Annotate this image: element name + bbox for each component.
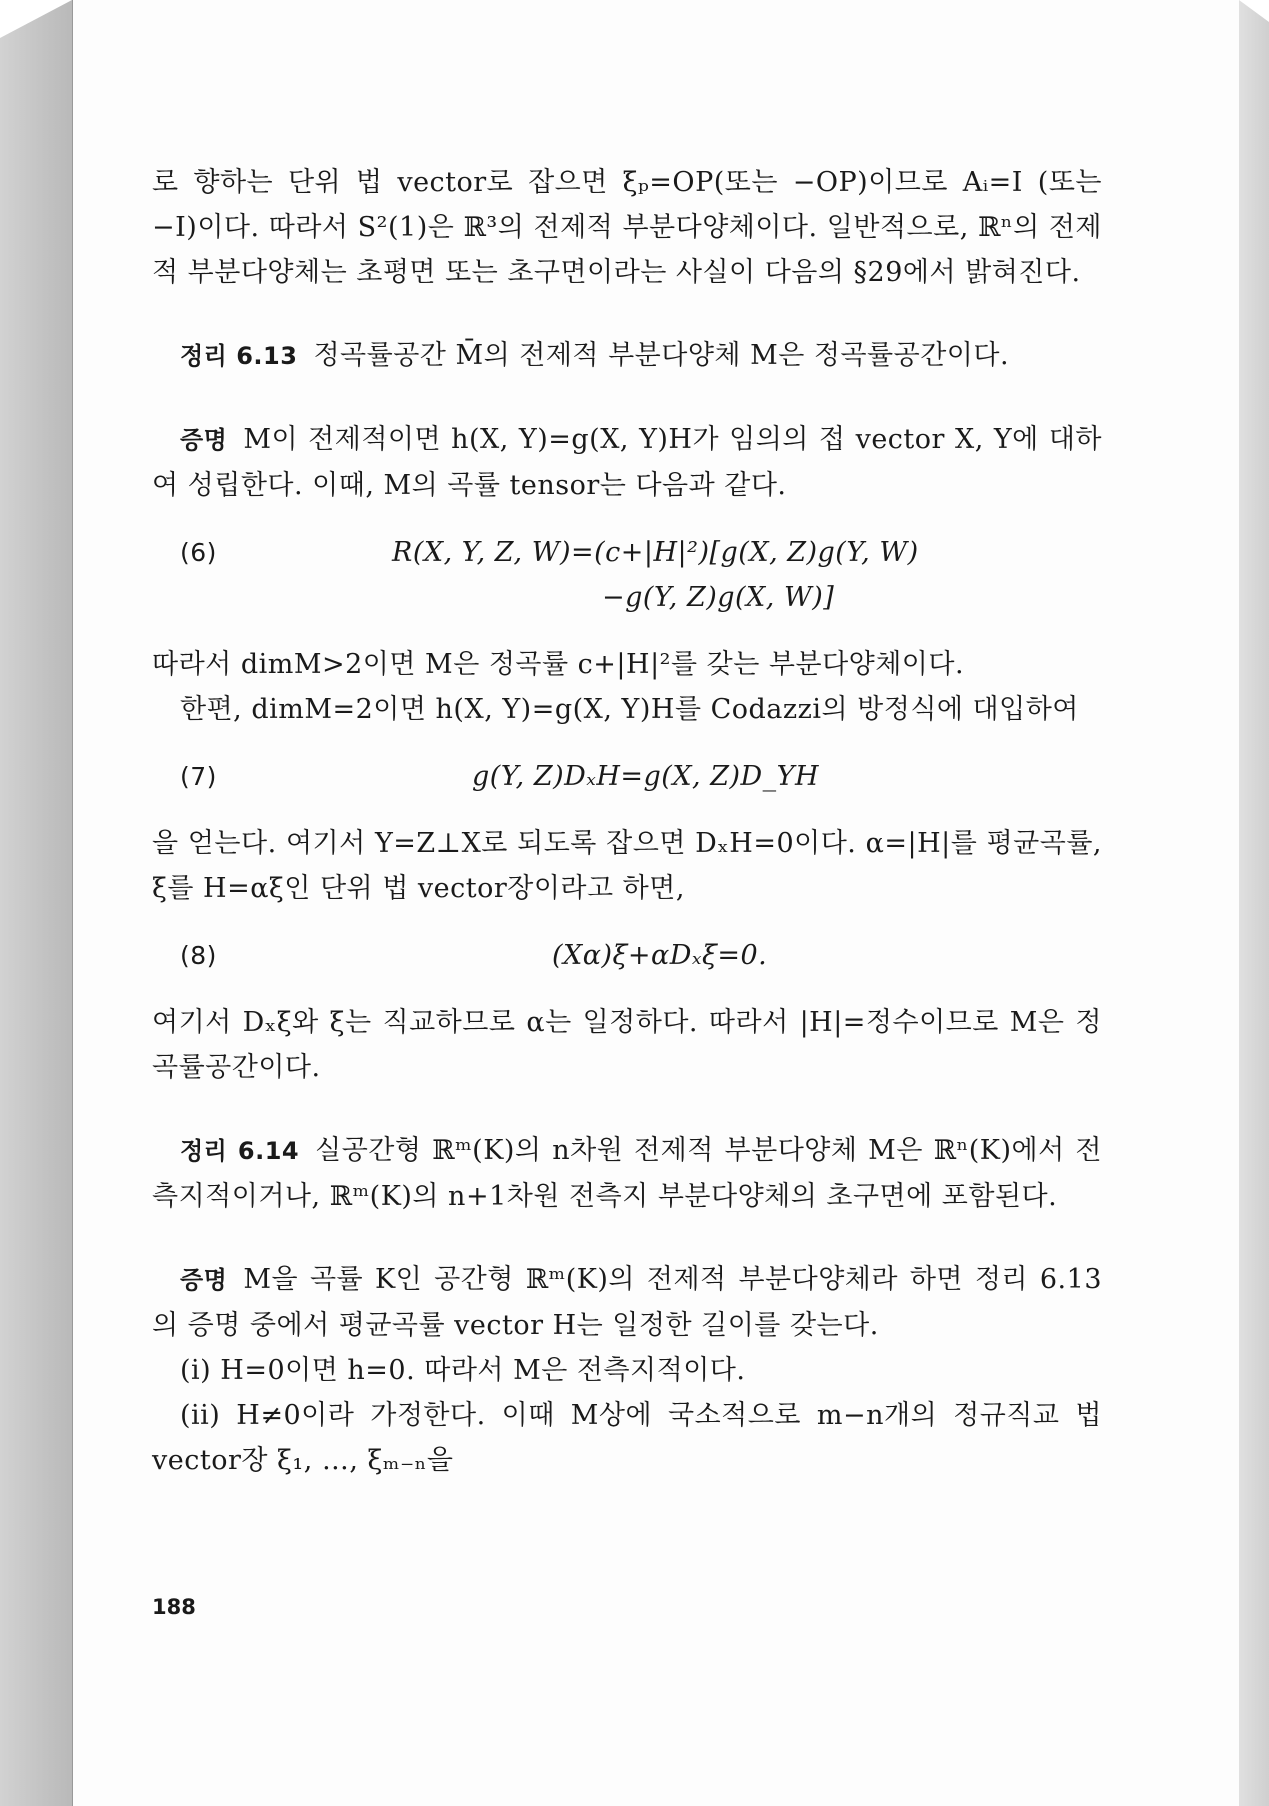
equation-line: R(X, Y, Z, W)=(c+|H|²)[g(X, Z)g(Y, W) [392, 537, 919, 568]
theorem-label: 정리 6.14 [180, 1137, 300, 1165]
theorem-text: 정곡률공간 M̄의 전제적 부분다양체 M은 정곡률공간이다. [313, 340, 1010, 371]
theorem-label: 정리 6.13 [180, 342, 298, 370]
paragraph-dim-gt-2: 따라서 dimM>2이면 M은 정곡률 c+|H|²를 갖는 부분다양체이다. [152, 649, 965, 680]
intro-paragraph: 로 향하는 단위 법 vector로 잡으면 ξₚ=OP(또는 −OP)이므로 Aᵢ=I (또는 −I)이다. 따라서 S²(1)은 ℝ³의 전제적 부분다양체이다. 일반적으로, ℝⁿ의 전제적 부분다양체는 초평면 또는 초구면이라는 사실이 다음의 §29에서 밝혀진다. [152, 167, 1102, 288]
equation-line: (Xα)ξ+αDₓξ=0. [552, 940, 768, 971]
proof-6-13 [152, 417, 1102, 508]
case-ii: (ii) H≠0이라 가정한다. 이때 M상에 국소적으로 m−n개의 정규직교 법 vector장 ξ₁, …, ξₘ₋ₙ을 [152, 1400, 1102, 1476]
theorem-text: 실공간형 ℝᵐ(K)의 n차원 전제적 부분다양체 M은 ℝⁿ(K)에서 전측지적이거나, ℝᵐ(K)의 n+1차원 전측지 부분다양체의 초구면에 포함된다. [152, 1135, 1102, 1212]
page-content [152, 160, 1102, 1483]
proof-text: M을 곡률 K인 공간형 ℝᵐ(K)의 전제적 부분다양체라 하면 정리 6.13의 증명 중에서 평균곡률 vector H는 일정한 길이를 갖는다. [152, 1264, 1102, 1341]
theorem-6-13 [152, 333, 1102, 379]
paragraph-conclusion: 여기서 Dₓξ와 ξ는 직교하므로 α는 일정하다. 따라서 |H|=정수이므로 M은 정곡률공간이다. [152, 1007, 1102, 1083]
equation-line: g(Y, Z)DₓH=g(X, Z)D_YH [472, 761, 820, 792]
equation-8 [152, 933, 1102, 978]
equation-number: (6) [180, 538, 217, 567]
page-number: 188 [152, 1595, 196, 1619]
equation-7 [152, 754, 1102, 799]
paragraph-codazzi: 한편, dimM=2이면 h(X, Y)=g(X, Y)H를 Codazzi의 방정식에 대입하여 [180, 694, 1079, 725]
case-i: (i) H=0이면 h=0. 따라서 M은 전측지적이다. [180, 1355, 746, 1386]
theorem-6-14 [152, 1128, 1102, 1219]
proof-label: 증명 [180, 426, 228, 454]
equation-number: (7) [180, 762, 217, 791]
proof-label: 증명 [180, 1266, 228, 1294]
equation-line: −g(Y, Z)g(X, W)] [602, 582, 835, 613]
paragraph-mean-curvature: 을 얻는다. 여기서 Y=Z⊥X로 되도록 잡으면 DₓH=0이다. α=|H|를 평균곡률, ξ를 H=αξ인 단위 법 vector장이라고 하면, [152, 828, 1102, 904]
book-spine-edge [0, 0, 72, 1806]
equation-number: (8) [180, 941, 217, 970]
proof-text: M이 전제적이면 h(X, Y)=g(X, Y)H가 임의의 접 vector X, Y에 대하여 성립한다. 이때, M의 곡률 tensor는 다음과 같다. [152, 424, 1102, 501]
proof-6-14 [152, 1257, 1102, 1348]
book-fore-edge [1239, 0, 1269, 1806]
equation-6 [152, 530, 1102, 620]
